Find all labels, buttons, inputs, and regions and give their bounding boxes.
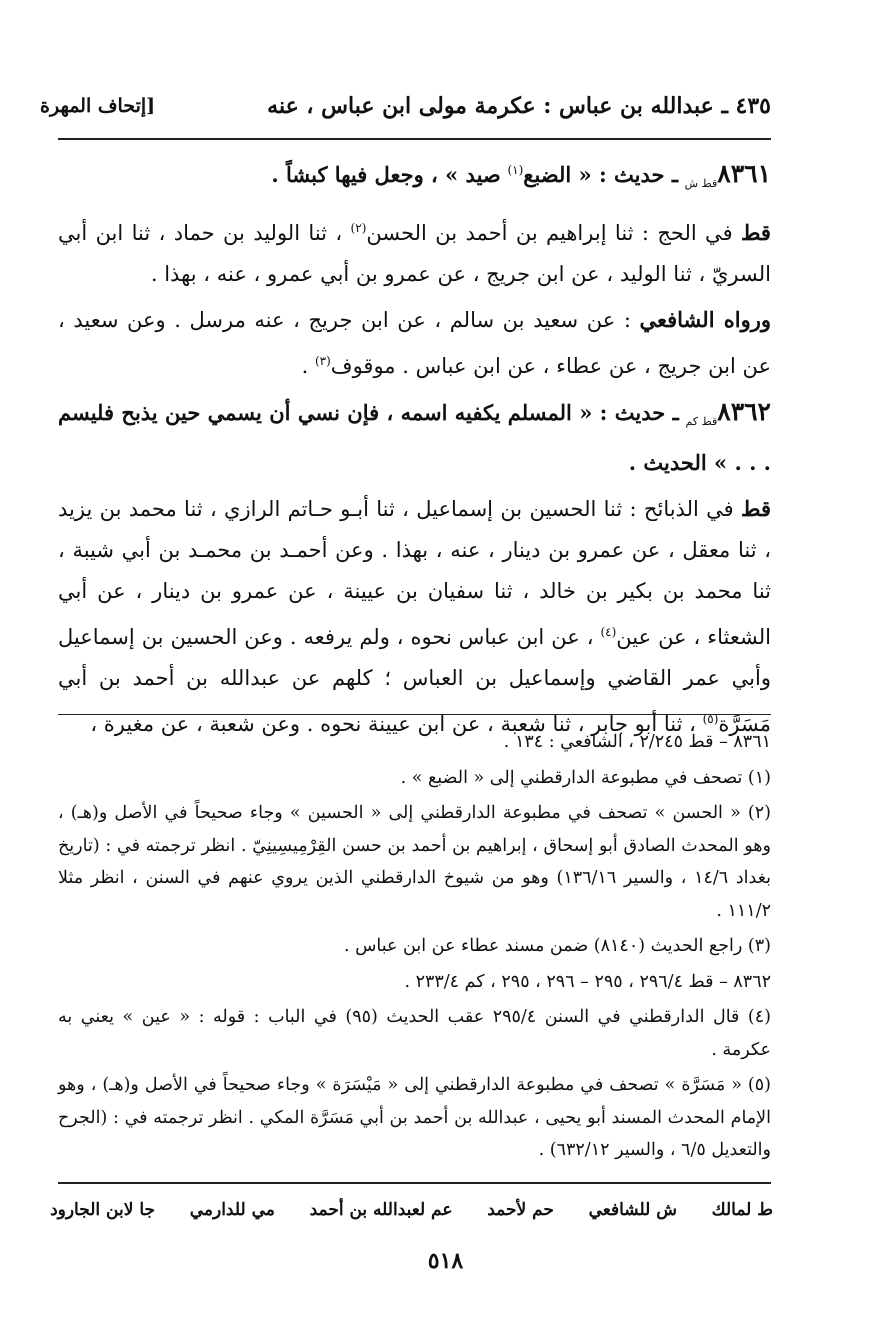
paragraph-end: . (301, 354, 309, 379)
paragraph-text-end: ، ثنا أبو جابر ، ثنا شعبة ، عن ابن عيينة نحوه . وعن شعبة ، عن مغيرة ، (90, 712, 696, 737)
hadith-heading (58, 391, 771, 484)
footnote-marker: (٢) (350, 221, 367, 236)
footnote-rule (58, 714, 771, 715)
hadith-number: ٨٣٦٢ (717, 397, 771, 427)
page-header (40, 86, 771, 126)
footnote-marker: (٤) (600, 625, 617, 640)
legend-rule (58, 1182, 771, 1184)
page-number: ٥١٨ (427, 1248, 464, 1274)
footnote-marker: (٣) (314, 354, 331, 369)
footnote: ٨٣٦٢ – قط ٢٩٦/٤ ، ٢٩٥ – ٢٩٦ ، ٢٩٥ ، كم ٢٣٣/٤ . (404, 971, 771, 992)
hadith-heading (58, 150, 771, 204)
paragraph-text-cont: ، ثنا الوليد بن حماد ، ثنا ابن أبي السريّ ، ثنا الوليد ، عن ابن جريج ، عن عمرو بن أبي عمرو ، عنه ، بهذا . (58, 221, 771, 287)
legend-item: عم لعبدالله بن أحمد (309, 1200, 453, 1220)
hadith-siglum: قط كم (685, 415, 718, 429)
source-abbrev: قط (741, 220, 771, 246)
hadith-text: ـ حديث : « الضبع (523, 162, 678, 187)
header-rule (58, 138, 771, 140)
isnad-paragraph (58, 208, 771, 295)
book-title: [إتحاف المهرة (40, 95, 156, 117)
hadith-text-cont: صيد » ، وجعل فيها كبشاً . (271, 162, 501, 187)
isnad-paragraph (58, 299, 771, 387)
running-title: ٤٣٥ ـ عبدالله بن عباس : عكرمة مولى ابن عباس ، عنه (267, 93, 771, 119)
main-text (58, 150, 771, 749)
footnote: ٨٣٦١ – قط ٢/٢٤٥ ، الشافعي : ١٣٤ . (503, 732, 771, 752)
hadith-siglum: قط ش (684, 177, 718, 191)
source-abbrev: ورواه الشافعي (639, 307, 771, 333)
legend-item: ط لمالك (711, 1200, 773, 1220)
footnote: (٤) قال الدارقطني في السنن ٢٩٥/٤ عقب الحديث (٩٥) في الباب : قوله : « عين » يعني به عكرمة . (58, 1007, 771, 1060)
footnote: (٢) « الحسن » تصحف في مطبوعة الدارقطني إلى « الحسين » وجاء صحيحاً في الأصل و(هـ) ، وهو المحدث الصادق أبو إسحاق ، إبراهيم بن أحمد بن حسن القِرْمِيسِينِيّ . انظر ترجمته في : (تاريخ بغداد ١٤/٦ ، والسير ١٣٦/١٦) وهو من شيوخ الدارقطني الذين يروي عنهم في السنن ، انظر مثلا ١١١/٢ . (58, 803, 772, 921)
legend-item: ش للشافعي (588, 1200, 677, 1220)
footnote-marker: (٥) (702, 712, 719, 727)
footnote-marker: (١) (507, 163, 524, 177)
paragraph-text-cont: ، عن ابن عباس نحوه ، ولم يرفعه . وعن الحسين بن إسماعيل وأبي عمر القاضي وإسماعيل بن العباس ؛ كلهم عن عبدالله بن أحمد بن أبي مَسَرَّة (58, 625, 771, 737)
footnote: (٣) راجع الحديث (٨١٤٠) ضمن مسند عطاء عن ابن عباس . (343, 936, 771, 956)
paragraph-text: في الحج : ثنا إبراهيم بن أحمد بن الحسن (366, 221, 733, 246)
abbreviation-legend (50, 1192, 773, 1228)
legend-item: حم لأحمد (487, 1200, 554, 1220)
paragraph-text: في الذبائح : ثنا الحسين بن إسماعيل ، ثنا أبـو حـاتم الرازي ، ثنا محمد بن يزيد ، ثنا معقل ، عن عمرو بن دينار ، عنه ، بهذا . وعن أحمـد بن محمـد بن أبي شيبة ، ثنا محمد بن بكير بن خالد ، ثنا سفيان بن عيينة ، عن عمرو بن دينار ، عن أبي الشعثاء ، عن عين (58, 497, 771, 650)
hadith-text: ـ حديث : « المسلم يكفيه اسمه ، فإن نسي أن يسمي حين يذبح فليسم . . . » الحديث . (58, 400, 771, 476)
legend-item: مي للدارمي (189, 1200, 275, 1220)
legend-item: جا لابن الجارود (50, 1200, 156, 1220)
footnote: (٥) « مَسَرَّة » تصحف في مطبوعة الدارقطني إلى « مَيْسَرَة » وجاء صحيحاً في الأصل و(هـ) ، وهو الإمام المحدث المسند أبو يحيى ، عبدالله بن أحمد بن أبي مَسَرَّة المكي . انظر ترجمته في : (الجرح والتعديل ٦/٥ ، والسير ٦٣٢/١٢) . (58, 1075, 771, 1160)
paragraph-text: : عن سعيد بن سالم ، عن ابن جريج ، عنه مرسل . وعن سعيد ، عن ابن جريج ، عن عطاء ، عن ابن عباس . موقوف (58, 308, 771, 379)
footnotes (58, 726, 771, 1170)
source-abbrev: قط (741, 496, 771, 522)
hadith-number: ٨٣٦١ (717, 159, 771, 188)
isnad-paragraph (58, 488, 771, 745)
footnote: (١) تصحف في مطبوعة الدارقطني إلى « الضبع » . (400, 767, 771, 788)
